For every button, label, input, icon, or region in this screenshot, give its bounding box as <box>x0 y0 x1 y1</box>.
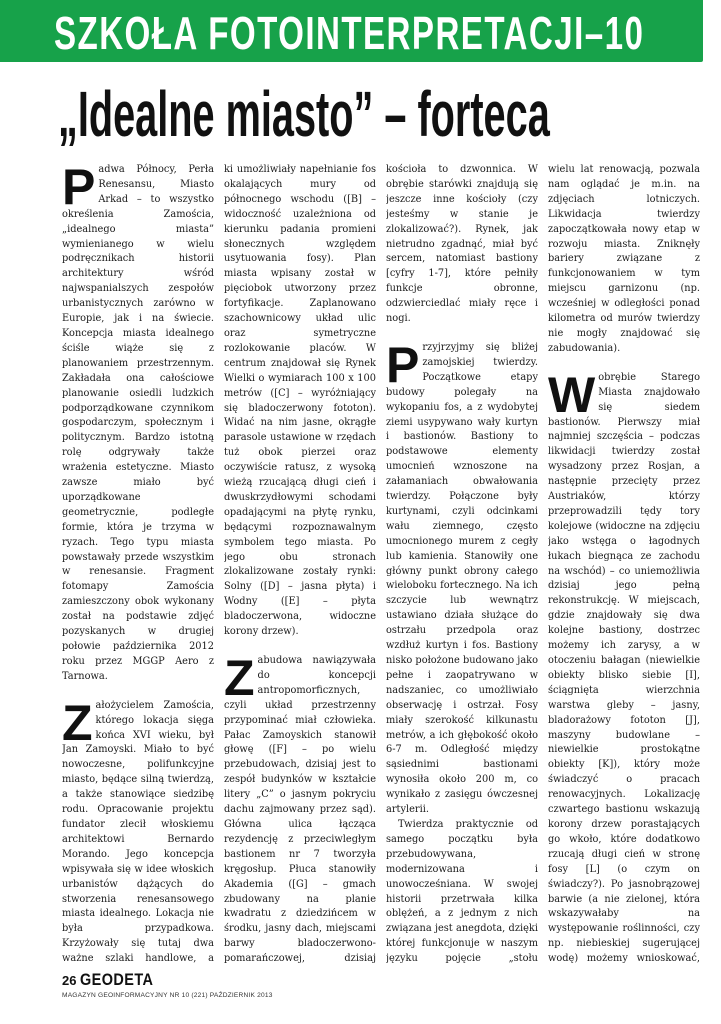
paragraph: kościoła to dzwonnica. W obrębie starówki znajdują się jeszcze inne kościoły (czy jesteśmy w stanie je zlokalizować?). Rynek, jak nietrudno zgadnąć, miał być sercem, natomiast bastiony [cyfry 1-7], które pełniły funkcje obronne, odzwierciedlać miały ręce i nogi. <box>386 164 538 325</box>
page-footer <box>62 966 362 1006</box>
magazine-logo: GEODETA <box>80 970 154 989</box>
paragraph <box>548 366 700 963</box>
article-headline: „Idealne miasto” – forteca <box>58 78 550 150</box>
drop-cap: P <box>62 163 96 215</box>
paragraph: wielu lat renowacją, pozwala nam oglądać je m.in. na zdjęciach lotniczych. Likwidacja twierdzy zapoczątkowała nowy etap w rozwoju miasta. Zniknęły bariery związane z funkcjonowaniem w tym miejscu garnizonu (np. wcześniej w odległości ponad kilometra od murów twierdzy nie mogły znajdować się zabudowania). <box>548 164 700 354</box>
paragraph: Twierdza praktycznie od samego początku była przebudowywana, modernizowana i unowocześniana. W swojej historii przetrwała kilka oblężeń, a z jednym z nich związana jest anegdota, dzięki której funkcjonuje w naszym języku pojęcie „stołu <box>386 818 538 963</box>
paragraph-text: ałożycielem Zamościa, którego lokacja sięga końca XVI wieku, był Jan Zamoyski. Miało to być nowoczesne, polifunkcyjne miasto, będące silną twierdzą, a także stanowiące siedzibę rodu. Opracowanie projektu fundator zlecił włoskiemu architektowi Bernardo Morando. Jego koncepcja wpisywała się w idee włoskich urbanistów dążących do stworzenia renesansowego miasta idealnego. Lokacja nie była przypadkowa. Krzyżowały się tutaj dwa ważne szlaki handlowe, a <box>62 699 214 963</box>
paragraph <box>224 650 376 963</box>
drop-cap: Z <box>224 650 255 706</box>
series-banner <box>0 0 703 62</box>
paragraph <box>62 694 214 963</box>
paragraph-text: adwa Północy, Perła Renesansu, Miasto Arkad – to wszystko określenia Zamościa, „idealnego miasta” wymienianego w wielu podręcznikach historii architektury wśród najwspanialszych zespołów urbanistycznych zarówno w Europie, jak i na świecie. Koncepcja miasta idealnego ściśle wiąże się z planowaniem przestrzennym. Zakładała ona całościowe planowanie osiedli ludzkich podporządkowane czynnikom gospodarczym, społecznym i politycznym. Bardzo istotną rolę odgrywały także wrażenia estetyczne. Miasto zawsze miało być uporządkowane geometrycznie, podległe formie, która je trzyma w ryzach. Tego typu miasta powstawały przede wszystkim w renesansie. Fragment fotomapy Zamościa zamieszczony obok wykonany został na podstawie zdjęć pozyskanych w drugiej połowie października 2012 roku przez MGGP Aero z Tarnowa. <box>62 164 214 682</box>
series-title: SZKOŁA FOTOINTERPRETACJI–10 <box>54 7 645 59</box>
article-body <box>62 163 700 963</box>
paragraph <box>386 336 538 818</box>
page-number: 26 <box>62 973 77 988</box>
text-column-1 <box>62 163 214 963</box>
magazine-issue-info: MAGAZYN GEOINFORMACYJNY NR 10 (221) PAŹDZIERNIK 2013 <box>62 992 273 999</box>
drop-cap: W <box>548 366 596 423</box>
paragraph-text: abudowa nawiązywała do koncepcji antropomorficznych, czyli układ przestrzenny przypominać miał człowieka. Pałac Zamoyskich stanowił głowę ([F] – po wielu przebudowach, dzisiaj jest to zespół budynków w kształcie litery „C” o jasnym pokryciu dachu zajmowany przez sąd). Główna ulica łącząca rezydencję z przeciwległym bastionem nr 7 tworzyła kręgosłup. Płuca stanowiły Akademia ([G] – gmach zbudowany na planie kwadratu z dziedzińcem w środku, jasny dach, miejscami barwy bladoczerwono-pomarańczowej, dzisiaj <box>224 655 376 963</box>
paragraph <box>62 163 214 685</box>
paragraph-text: obrębie Starego Miasta znajdowało się siedem bastionów. Pierwszy miał najmniej szczęścia – podczas likwidacji twierdzy został wysadzony przez Rosjan, a następnie przecięty przez Austriaków, którzy przeprowadzili tędy tory kolejowe (widoczne na zdjęciu jako wstęga o łagodnych łukach biegnąca ze zachodu na wschód) – co uniemożliwia dzisiaj jego pełną rekonstrukcję. W miejscach, gdzie znajdowały się dwa kolejne bastiony, dostrzec możemy ich zarysy, a w otoczeniu bałagan (niewielkie obiekty blisko siebie [I], ściągnięta wierzchnia warstwa gleby – jasny, bladorażowy fototon [J], maszyny budowlane – niewielkie prostokątne obiekty [K]), który może świadczyć o pracach renowacyjnych. Lokalizację czwartego bastionu wskazują korony drzew porastających go wkoło, które dodatkowo rzucają długi cień w stronę fosy [L] (o czym on świadczy?). Po jasnobrązowej barwie (a nie zielonej, która wskazywałaby na występowanie roślinności, czy np. niebieskiej sugerującej wodę) możemy wnioskować, <box>548 371 700 963</box>
text-column-3 <box>386 163 538 963</box>
paragraph: ki umożliwiały napełnianie fos okalających mury od północnego wschodu ([B] – widoczność uzależniona od kierunku padania promieni słonecznych względem usytuowania fosy). Plan miasta wpisany został w pięciobok utworzony przez fortyfikacje. Zaplanowano szachownicowy układ ulic oraz symetryczne rozlokowanie placów. W centrum znajdował się Rynek Wielki o wymiarach 100 x 100 metrów ([C] – wyróżniający się bladoczerwony fototon). Widać na nim jasne, okrągłe parasole ustawione w rzędach tuż obok pierzei oraz oczywiście ratusz, z wysoką wieżą rzucającą długi cień i dwuskrzydłowymi schodami opadającymi na płytę rynku, będącymi rozpoznawalnym symbolem tego miasta. Po jego obu stronach zlokalizowane zostały rynki: Solny ([D] – jasna płyta) i Wodny ([E] – płyta bladoczerwona, widoczne korony drzew). <box>224 164 376 638</box>
paragraph-text: rzyjrzyjmy się bliżej zamojskiej twierdzy. Początkowe etapy budowy polegały na wykopaniu fos, a z wydobytej ziemi usypywano wały kurtyn i bastionów. Bastiony to podstawowe elementy umocnień wznoszone na załamaniach obwałowania twierdzy. Połączone były kurtynami, czyli odcinkami wału ziemnego, często umocnionego murem z cegły lub kamienia. Stanowiły one główny punkt obrony całego wieloboku fortecznego. Na ich szczycie lub wewnątrz ustawiano działa służące do ostrzału przedpola oraz wzdłuż kurtyn i fos. Bastiony nisko położone budowano jako pełne i zaopatrywano w nadszaniec, co umożliwiało obserwację i ostrzał. Fosy miały szerokość kilkunastu metrów, a ich głębokość około 6-7 m. Odległość między sąsiednimi bastionami wynosiła około 200 m, co wynikało z zasięgu ówczesnej artylerii. <box>386 341 538 816</box>
drop-cap: P <box>386 336 420 393</box>
text-column-2 <box>224 163 376 963</box>
text-column-4 <box>548 163 700 963</box>
drop-cap: Z <box>62 694 93 751</box>
